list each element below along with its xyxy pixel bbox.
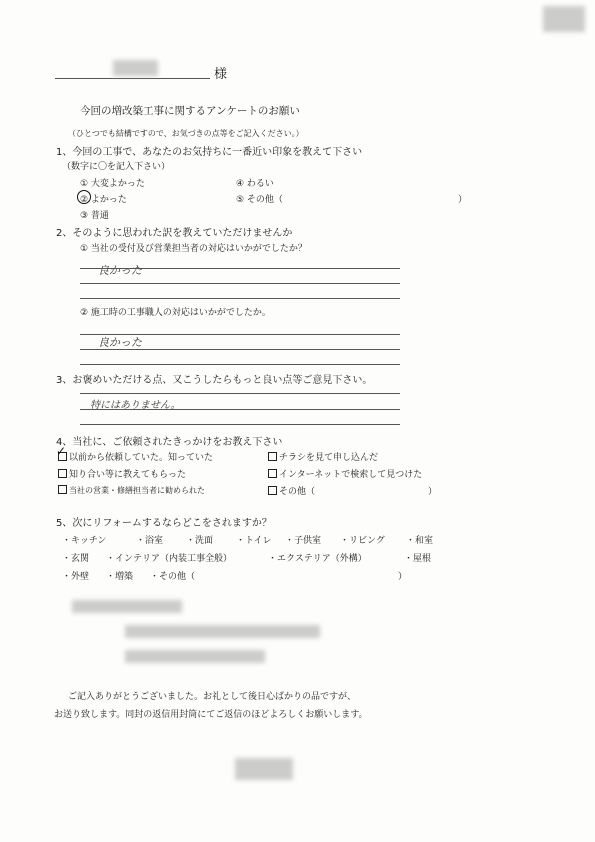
q4-option-c[interactable]: 知り合い等に教えてもらった: [58, 467, 186, 480]
q2-answer1-handwritten: 良かった: [98, 264, 142, 277]
q4-option-a[interactable]: 以前から依頼していた。知っていた: [58, 450, 213, 463]
survey-subtitle: （ひとつでも結構ですので、お気づきの点等をご記入ください。）: [68, 129, 304, 138]
checkbox[interactable]: [268, 486, 277, 495]
q5-option[interactable]: ・玄関: [62, 554, 90, 564]
recipient-name-line: [55, 78, 210, 79]
redacted-info: [125, 650, 265, 663]
q1-option-2[interactable]: ② よかった: [80, 195, 127, 205]
q1-option-1[interactable]: ① 大変よかった: [80, 179, 145, 189]
recipient-suffix: 様: [214, 67, 228, 82]
q4-option-b[interactable]: チラシを見て申し込んだ: [268, 450, 378, 463]
q5-option[interactable]: ・リビング: [340, 536, 385, 546]
q1-option-4[interactable]: ④ わるい: [236, 179, 274, 189]
q1-option-5[interactable]: ⑤ その他（: [236, 195, 283, 205]
q4-option-f[interactable]: その他（: [268, 484, 315, 497]
q5-question: 5、次にリフォームするならどこをされますか？: [56, 518, 272, 529]
q4-question: 4、当社に、ご依頼されたきっかけをお教え下さい: [56, 437, 283, 448]
checkbox[interactable]: [58, 469, 67, 478]
q3-question: 3、お褒めいただける点、又こうしたらもっと良い点等ご意見下さい。: [56, 375, 373, 386]
checkbox[interactable]: [268, 469, 277, 478]
q5-option[interactable]: ・エクステリア（外構）: [268, 554, 367, 564]
checkbox[interactable]: [268, 452, 277, 461]
q4-option-f-close: ）: [428, 487, 438, 497]
redacted-recipient-name: [113, 60, 158, 76]
answer-line: [80, 298, 400, 299]
q5-option[interactable]: ・屋根: [404, 554, 432, 564]
q5-option[interactable]: ・外壁: [62, 572, 90, 582]
q5-option[interactable]: ・キッチン: [62, 536, 107, 546]
checkmark-icon: ✓: [56, 444, 67, 458]
q5-option[interactable]: ・和室: [406, 536, 434, 546]
redacted-info: [72, 600, 182, 613]
footer-line-2: お送り致します。同封の返信用封筒にてご返信のほどよろしくお願いします。: [54, 710, 368, 720]
q5-option[interactable]: ・トイレ: [236, 536, 272, 546]
q5-option[interactable]: ・増築: [106, 572, 134, 582]
answer-line: [80, 393, 400, 394]
footer-line-1: ご記入ありがとうございました。お礼として後日心ばかりの品ですが、: [68, 692, 357, 702]
answer-line: [80, 283, 400, 284]
q2-question: 2、そのように思われた訳を教えていただけませんか: [56, 228, 293, 239]
q1-option-3[interactable]: ③ 普通: [80, 211, 109, 221]
q5-option[interactable]: ・浴室: [136, 536, 164, 546]
q5-option[interactable]: ・洗面: [186, 536, 214, 546]
answer-line: [80, 424, 400, 425]
answer-line: [80, 334, 400, 335]
q5-option[interactable]: ・インテリア（内装工事全般）: [106, 554, 233, 564]
q1-question: 1、今回の工事で、あなたのお気持ちに一番近い印象を教えて下さい: [56, 147, 363, 158]
redacted-stamp: [235, 758, 293, 780]
q4-option-e[interactable]: 当社の営業・修繕担当者に勧められた: [58, 485, 205, 496]
q3-answer-handwritten: 特にはありません。: [90, 400, 181, 411]
answer-line: [80, 349, 400, 350]
q2-sub2: ② 施工時の工事職人の対応はいかがでしたか。: [80, 308, 271, 318]
q1-instruction: （数字に〇を記入下さい）: [62, 162, 171, 172]
selected-circle-mark: [77, 190, 91, 204]
checkbox[interactable]: [58, 485, 67, 494]
q5-option-close: ）: [398, 572, 408, 582]
q2-answer2-handwritten: 良かった: [98, 336, 142, 349]
q5-option[interactable]: ・その他（: [150, 572, 196, 582]
redacted-info: [125, 625, 320, 638]
answer-line: [80, 409, 400, 410]
q4-option-d[interactable]: インターネットで検索して見つけた: [268, 467, 422, 480]
answer-line: [80, 364, 400, 365]
answer-line: [80, 268, 400, 269]
q2-sub1: ① 当社の受付及び営業担当者の対応はいかがでしたか？: [80, 244, 307, 254]
q1-option-5-close: ）: [458, 195, 468, 205]
survey-title: 今回の増改築工事に関するアンケートのお願い: [80, 105, 300, 117]
q5-option[interactable]: ・子供室: [285, 536, 322, 546]
redacted-corner-mark: [543, 6, 585, 32]
